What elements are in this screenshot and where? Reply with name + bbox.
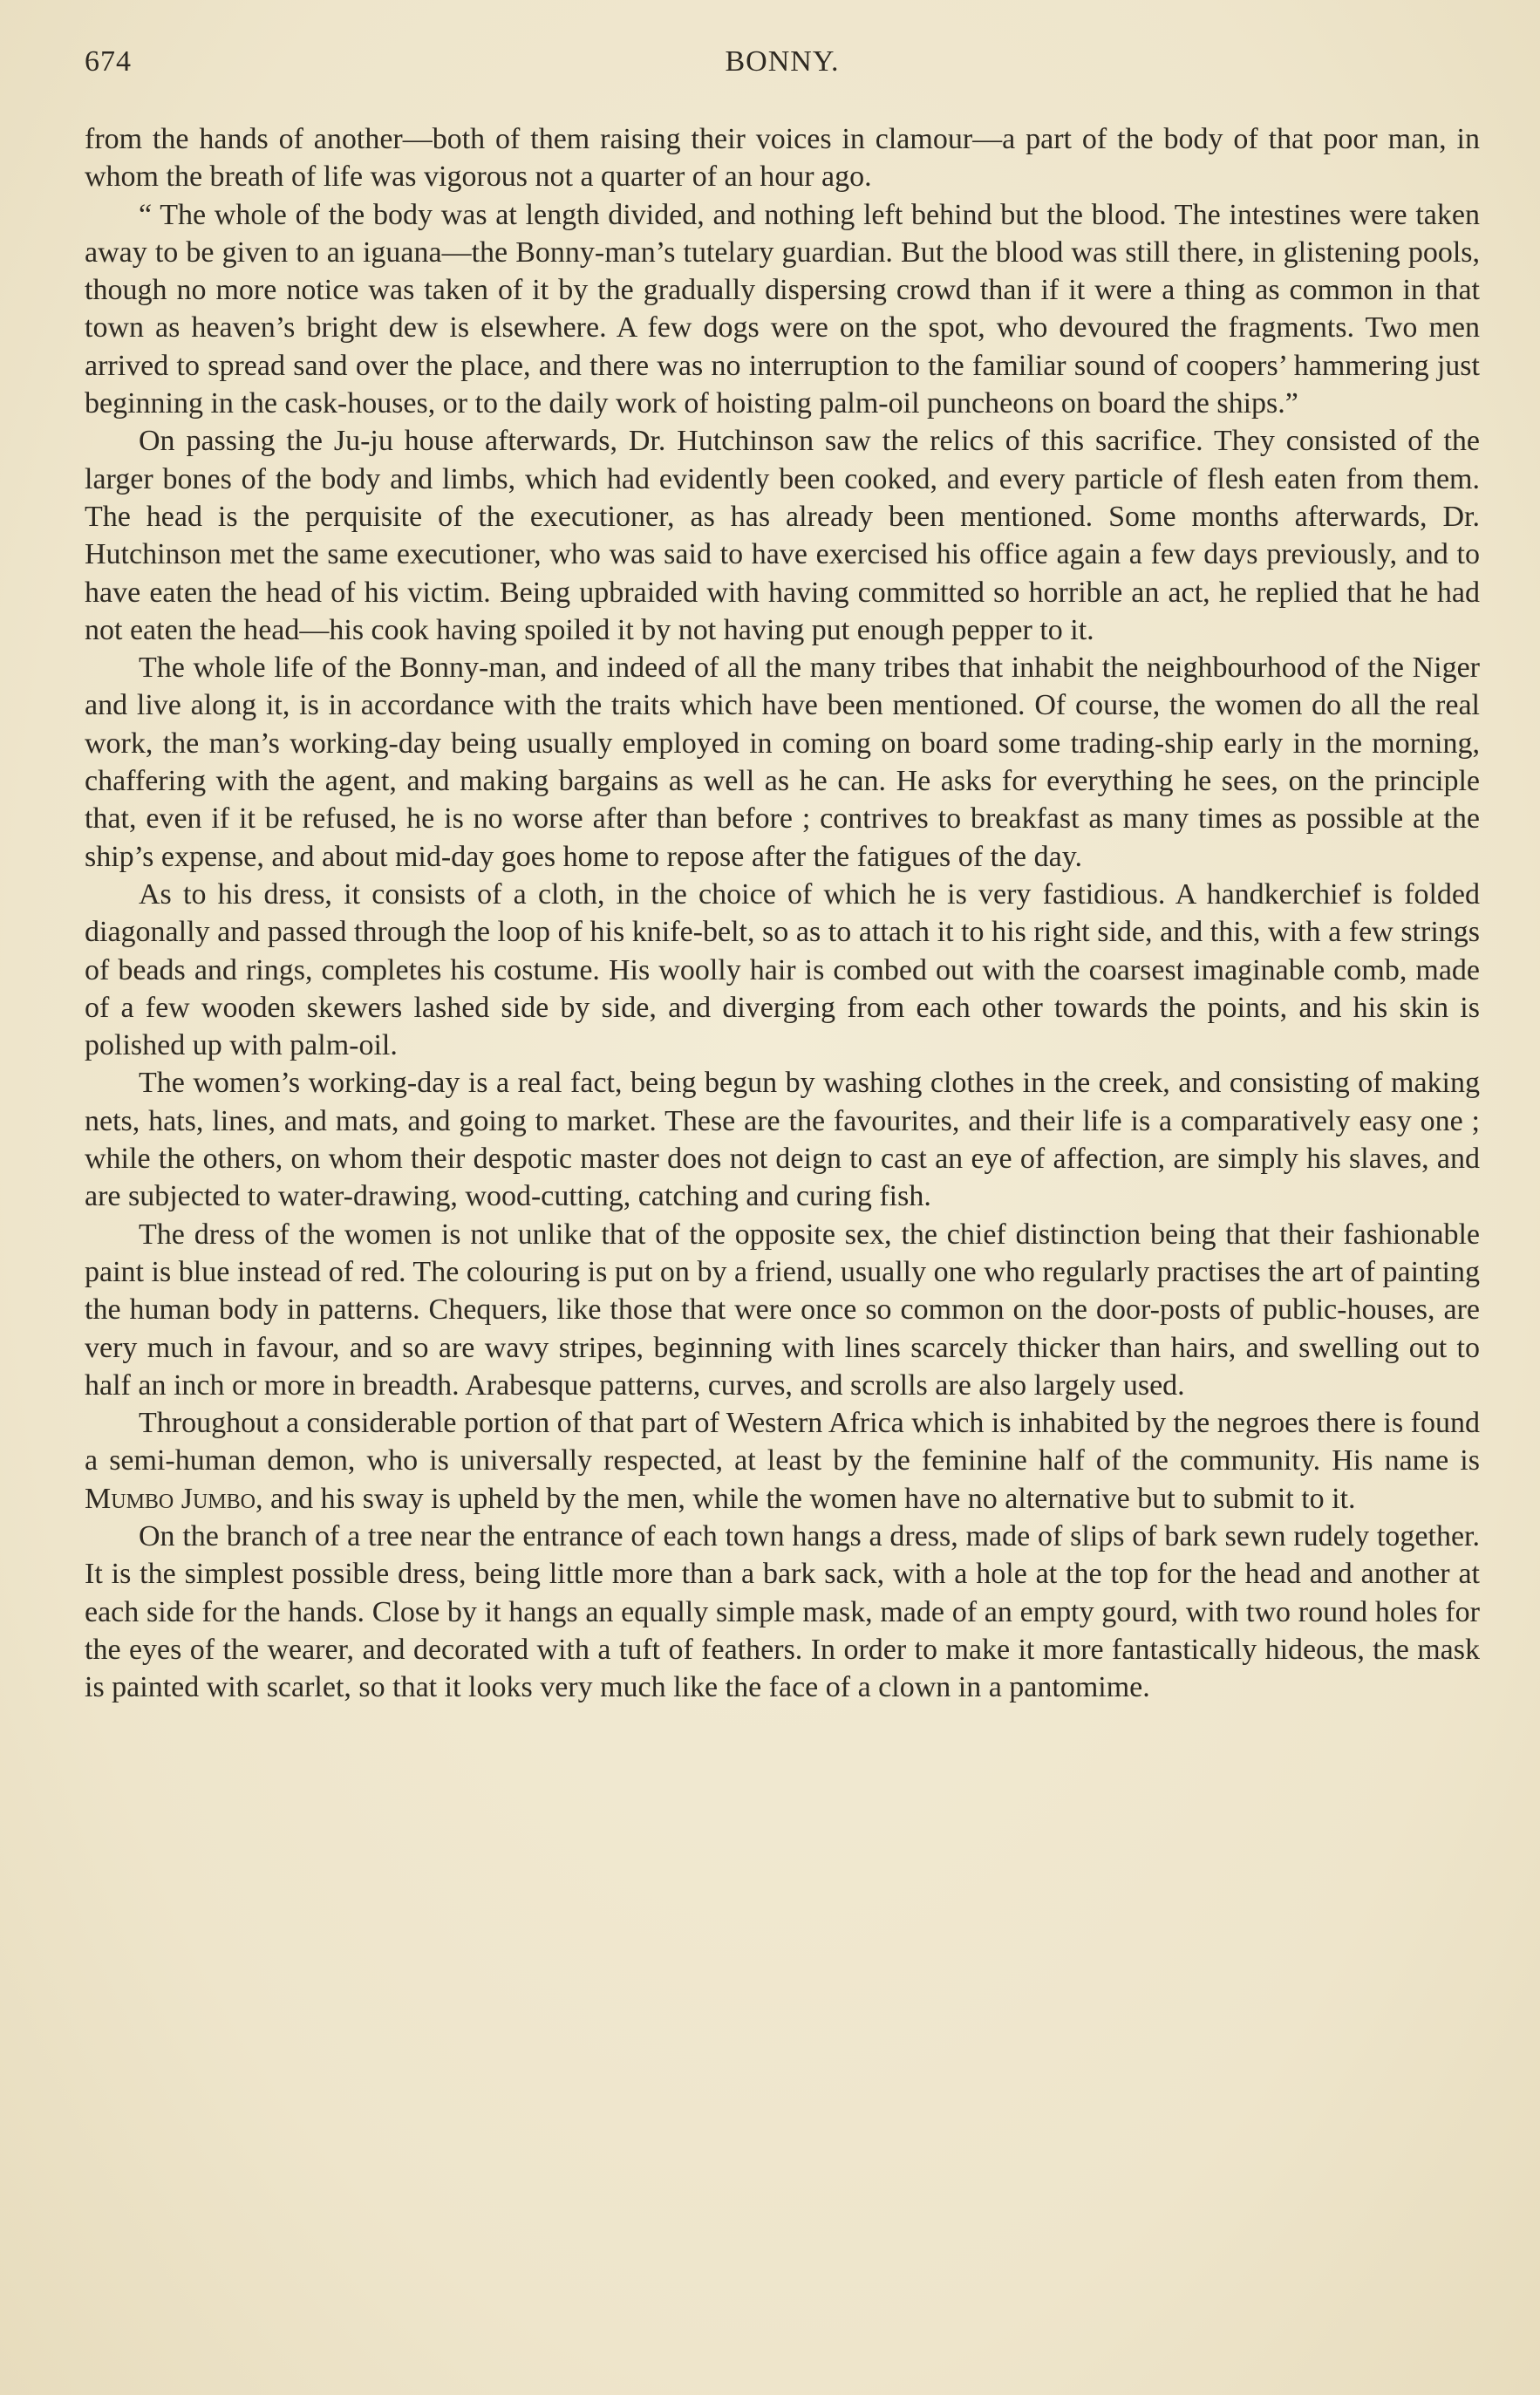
paragraph-bonny-life: The whole life of the Bonny-man, and indeed of all the many tribes that inhabit the neighbourhood of the Niger and live along it, is in accordance with the traits which have been mentioned. Of course, the women do all the real work, the man’s working-day being usually employed in coming on board some trading-ship early in the morning, chaffering with the agent, and making bargains as well as he can. He asks for everything he sees, on the principle that, even if it be refused, he is no worse after than before ; contrives to breakfast as many times as possible at the ship’s expense, and about mid-day goes home to repose after the fatigues of the day.: [85, 652, 1480, 873]
mumbo-text-after: , and his sway is upheld by the men, while the women have no alternative but to submit to it.: [256, 1482, 1356, 1515]
running-head: BONNY.: [725, 45, 840, 78]
paragraph-mask: On the branch of a tree near the entrance of each town hangs a dress, made of slips of bark sewn rudely together. It is the simplest possible dress, being little more than a bark sack, with a hole at the top for the head and another at each side for the hands. Close by it hangs an equally simple mask, made of an empty gourd, with two round holes for the eyes of the wearer, and decorated with a tuft of feathers. In order to make it more fantastically hideous, the mask is painted with scarlet, so that it looks very much like the face of a clown in a pantomime.: [85, 1519, 1480, 1704]
paragraph-mumbo-jumbo: [85, 1404, 1480, 1518]
page-number: 674: [85, 45, 132, 78]
body-text: [85, 120, 1480, 1706]
mumbo-jumbo-name: Mumbo Jumbo: [85, 1482, 256, 1515]
paragraph-continuation: from the hands of another—both of them raising their voices in clamour—a part of the body of that poor man, in whom the breath of life was vigorous not a quarter of an hour ago.: [85, 123, 1480, 194]
paragraph-women-dress: The dress of the women is not unlike that of the opposite sex, the chief distinction being that their fashionable paint is blue instead of red. The colouring is put on by a friend, usually one who regularly practises the art of painting the human body in patterns. Chequers, like those that were once so common on the door-posts of public-houses, are very much in favour, and so are wavy stripes, beginning with lines scarcely thicker than hairs, and swelling out to half an inch or more in breadth. Arabesque patterns, curves, and scrolls are also largely used.: [85, 1218, 1480, 1402]
page-header: [85, 45, 1480, 87]
mumbo-text-before: Throughout a considerable portion of that part of Western Africa which is inhabited by the negroes there is found a semi-human demon, who is universally respected, at least by the feminine half of the community. His name is: [85, 1407, 1480, 1477]
paragraph-women-work: The women’s working-day is a real fact, being begun by washing clothes in the creek, and consisting of making nets, hats, lines, and mats, and going to market. These are the favourites, and their life is a comparatively easy one ; while the others, on whom their despotic master does not deign to cast an eye of affection, are simply his slaves, and are subjected to water-drawing, wood-cutting, catching and curing fish.: [85, 1067, 1480, 1213]
paragraph-quotation: “ The whole of the body was at length divided, and nothing left behind but the blood. The intestines were taken away to be given to an iguana—the Bonny-man’s tutelary guardian. But the blood was still there, in glistening pools, though no more notice was taken of it by the gradually dispersing crowd than if it were a thing as common in that town as heaven’s bright dew is elsewhere. A few dogs were on the spot, who devoured the fragments. Two men arrived to spread sand over the place, and there was no interruption to the familiar sound of coopers’ hammering just beginning in the cask-houses, or to the daily work of hoisting palm-oil puncheons on board the ships.”: [85, 198, 1480, 420]
paragraph-dress: As to his dress, it consists of a cloth, in the choice of which he is very fastidious. A handkerchief is folded diagonally and passed through the loop of his knife-belt, so as to attach it to his right side, and this, with a few strings of beads and rings, completes his costume. His woolly hair is combed out with the coarsest imaginable comb, made of a few wooden skewers lashed side by side, and diverging from each other towards the points, and his skin is polished up with palm-oil.: [85, 877, 1480, 1062]
paragraph-relics: On passing the Ju-ju house afterwards, Dr. Hutchinson saw the relics of this sacrifice. They consisted of the larger bones of the body and limbs, which had evidently been cooked, and every particle of flesh eaten from them. The head is the perquisite of the executioner, as has already been mentioned. Some months afterwards, Dr. Hutchinson met the same executioner, who was said to have exercised his office again a few days previously, and to have eaten the head of his victim. Being upbraided with having committed so horrible an act, he replied that he had not eaten the head—his cook having spoiled it by not having put enough pepper to it.: [85, 425, 1480, 646]
